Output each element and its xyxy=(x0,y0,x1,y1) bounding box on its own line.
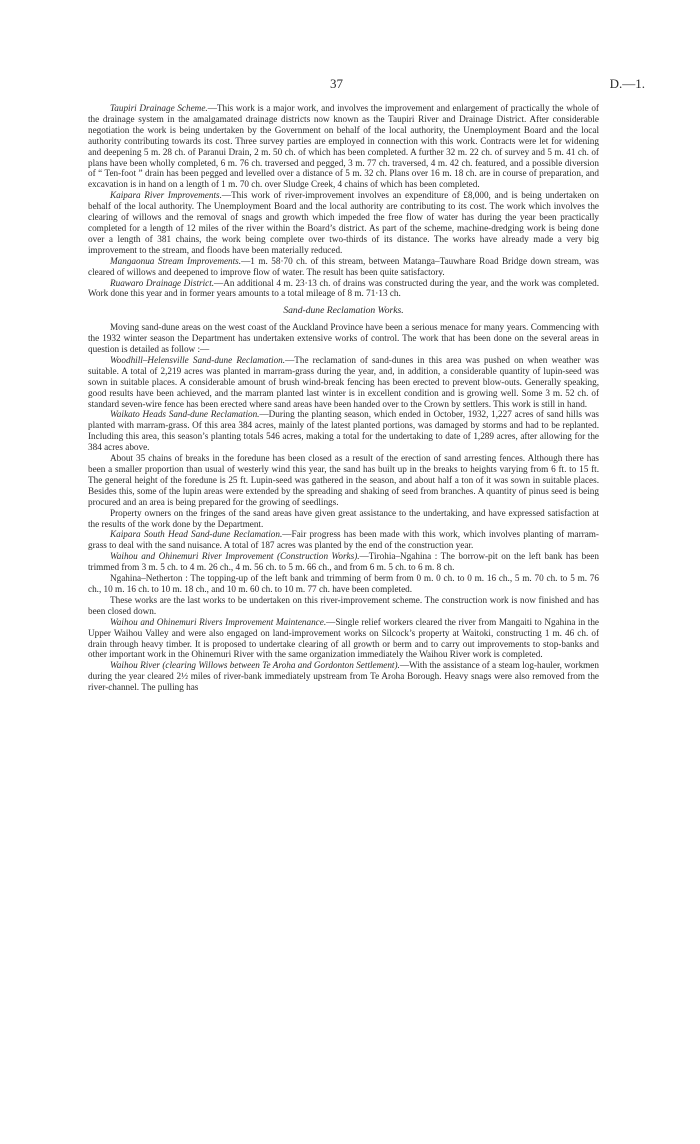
paragraph-title: Kaipara River Improvements. xyxy=(110,190,222,201)
paragraph-title: Woodhill–Helensville Sand-dune Reclamation. xyxy=(110,354,286,365)
paragraph-text: —An additional 4 m. 23·13 ch. of drains was constructed during the year, and the work was completed. Work done this year and in former years amounts to a total mileage of 8 m. 71·13 ch. xyxy=(88,277,599,299)
paragraph-ruawaro-drainage xyxy=(88,278,599,300)
paragraph-text: —With the assistance of a steam log-hauler, workmen during the year cleared 2½ miles of river-bank immediately upstream from Te Aroha Borough. Heavy snags were also removed from the river-channel. The pulling has xyxy=(88,660,599,693)
paragraph-taupiri-drainage xyxy=(88,103,599,190)
paragraph-text: —Tirohia–Ngahina : The borrow-pit on the left bank has been trimmed from 3 m. 5 ch. to 4 m. 26 ch., 4 m. 56 ch. to 5 m. 66 ch., and from 6 m. 5 ch. to 6 m. 8 ch. xyxy=(88,551,599,573)
paragraph-text: These works are the last works to be undertaken on this river-improvement scheme. The construction work is now finished and has been closed down. xyxy=(88,594,599,616)
paragraph-title: Waihou and Ohinemuri Rivers Improvement Maintenance. xyxy=(110,616,327,627)
paragraph-text: Ngahina–Netherton : The topping-up of the left bank and trimming of berm from 0 m. 0 ch. to 0 m. 16 ch., 5 m. 70 ch. to 5 m. 76 ch., 10 m. 16 ch. to 10 m. 18 ch., and 10 m. 60 ch. to 10 m. 77 ch. have been completed. xyxy=(88,573,599,594)
paragraph-text: —This work is a major work, and involves the improvement and enlargement of practically the whole of the drainage system in the amalgamated drainage districts now known as the Taupiri River and Drainage District. After considerable negotiation the work is being undertaken by the Government on behalf of the local authority, the Unemployment Board and the local authority contributing towards its cost. Three survey parties are employed in connection with this work. Contracts were let for widening and deepening 5 m. 28 ch. of Paranui Drain, 2 m. 50 ch. of which has been completed. A further 32 m. 22 ch. of survey and 5 m. 41 ch. of plans have been wholly completed, 6 m. 76 ch. traversed and pegged, 3 m. 77 ch. traversed, 4 m. 42 ch. featured, and a possible diversion of “ Ten-foot ” drain has been pegged and levelled over a distance of 5 m. 32 ch. Plans over 16 m. 18 ch. are in course of preparation, and excavation is in hand on a length of 1 m. 70 ch. over Sludge Creek, 4 chains of which has been completed. xyxy=(88,103,599,190)
paragraph-title: Waikato Heads Sand-dune Reclamation. xyxy=(110,409,260,420)
paragraph-ngahina-netherton xyxy=(88,573,599,595)
paragraph-text: About 35 chains of breaks in the foredune has been closed as a result of the erection of sand arresting fences. Although there has been a smaller proportion than usual of westerly wind this year, the sand has built up in the breaks to heights varying from 6 ft. to 15 ft. The general height of the foredune is 25 ft. Lupin-seed was gathered in the season, and about half a ton of it was sown in suitable places. Besides this, some of the lupin areas were extended by the spreading and shaking of seed from branches. A quantity of pinus seed is being procured and an area is being prepared for the growing of seedlings. xyxy=(88,453,599,507)
paragraph-waihou-ohinemuri-construction xyxy=(88,551,599,573)
paragraph-property-owners xyxy=(88,508,599,530)
paragraph-title: Mangaonua Stream Improvements. xyxy=(110,255,242,266)
page-number: 37 xyxy=(330,76,343,91)
paragraph-text: —Fair progress has been made with this work, which involves planting of marram-grass to deal with the sand nuisance. A total of 187 acres was planted by the end of the construction year. xyxy=(88,529,599,551)
paragraph-text: —Single relief workers cleared the river from Mangaiti to Ngahina in the Upper Waihou Valley and were also engaged on land-improvement works on Silcock’s property at Waitoki, constructing 1 m. 46 ch. of drain through heavy timber. It is proposed to undertake clearing of all growth or berm and to carry out improvements to stop-banks and other important work in the Ohinemuri River with the same organization immediately the Waihou River work is completed. xyxy=(88,616,600,660)
paragraph-text: Property owners on the fringes of the sand areas have given great assistance to the undertaking, and have expressed satisfaction at the results of the work done by the Department. xyxy=(88,507,599,529)
paragraph-waihou-willows xyxy=(88,660,599,693)
paragraph-title: Ruawaro Drainage District. xyxy=(110,277,215,288)
page-header xyxy=(0,76,700,96)
paragraph-text: —This work of river-improvement involves an expenditure of £8,000, and is being undertaken on behalf of the local authority. The Unemployment Board and the local authority are contributing to its cost. The work which involves the clearing of willows and the removal of snags and growth which impeded the free flow of water has during the year been practically completed for a length of 12 miles of the river within the Board’s district. As part of the scheme, machine-dredging work is being done over a length of 381 chains, the work being complete over two-thirds of its distance. The works have already made a very big improvement to the stream, and floods have been materially reduced. xyxy=(88,190,599,255)
paragraph-waikato-heads xyxy=(88,409,599,453)
paragraph-title: Waihou River (clearing Willows between Te Aroha and Gordonton Settlement). xyxy=(110,660,400,671)
paragraph-last-works xyxy=(88,595,599,617)
section-heading: Sand-dune Reclamation Works. xyxy=(283,305,404,317)
paragraph-waihou-ohinemuri-maintenance xyxy=(88,617,599,661)
document-body xyxy=(88,103,599,693)
paragraph-woodhill-helensville xyxy=(88,355,599,410)
paragraph-kaipara-river xyxy=(88,190,599,255)
paragraph-mangaonua-stream xyxy=(88,256,599,278)
paragraph-title: Waihou and Ohinemuri River Improvement (Construction Works). xyxy=(110,551,360,562)
document-reference: D.—1. xyxy=(609,76,645,91)
paragraph-text: Moving sand-dune areas on the west coast of the Auckland Province have been a serious menace for many years. Commencing with the 1932 winter season the Department has undertaken extensive works of control. The work that has been done on the several areas in question is detailed as follow :— xyxy=(88,322,599,355)
paragraph-title: Taupiri Drainage Scheme. xyxy=(110,103,208,113)
paragraph-foredune-breaks xyxy=(88,453,599,508)
paragraph-text: —1 m. 58·70 ch. of this stream, between Matanga–Tauwhare Road Bridge down stream, was cleared of willows and deepened to improve flow of water. The result has been quite satisfactory. xyxy=(88,255,599,277)
paragraph-kaipara-south-head xyxy=(88,529,599,551)
paragraph-text: —The reclamation of sand-dunes in this area was pushed on when weather was suitable. A total of 2,219 acres was planted in marram-grass during the year, and, in addition, a considerable quantity of lupin-seed was sown in suitable places. A considerable amount of brush wind-break fencing has been erected to prevent blow-outs. Generally speaking, good results have been achieved, and the marram planted last winter is in excellent condition and is growing well. Some 3 m. 52 ch. of standard seven-wire fence has been erected where sand areas have been handed over to the Crown by settlers. This work is still in hand. xyxy=(88,354,599,409)
paragraph-text: —During the planting season, which ended in October, 1932, 1,227 acres of sand hills was planted with marram-grass. Of this area 384 acres, mainly of the latest planted portions, was damaged by storms and had to be replanted. Including this area, this season’s planting totals 546 acres, making a total for the undertaking to date of 1,289 acres, after allowing for the 384 acres above. xyxy=(88,409,599,453)
paragraph-sand-dune-intro xyxy=(88,322,599,355)
paragraph-title: Kaipara South Head Sand-dune Reclamation. xyxy=(110,529,283,540)
